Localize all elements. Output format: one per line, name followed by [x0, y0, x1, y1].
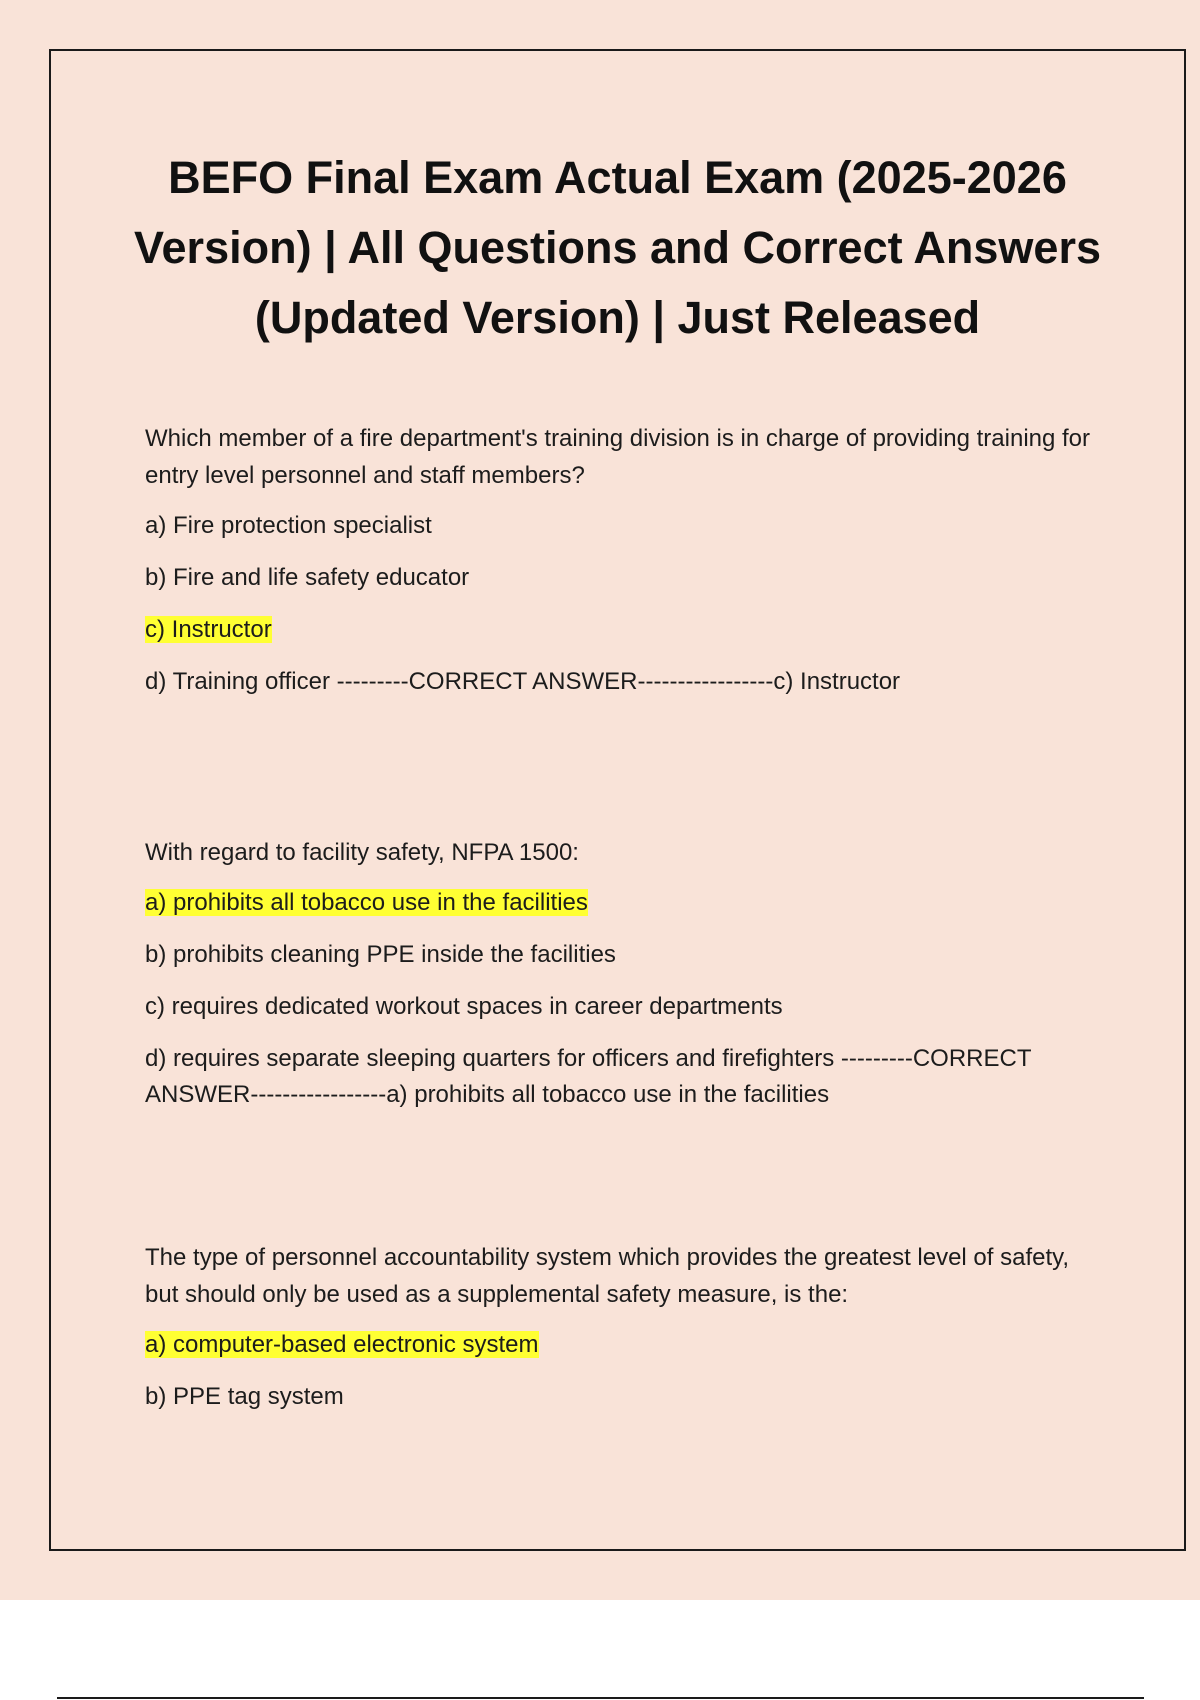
question-item — [145, 420, 1095, 700]
option-text: d) Training officer ---------CORRECT ANSWER-----------------c) Instructor — [145, 668, 901, 695]
document-title: BEFO Final Exam Actual Exam (2025-2026 Version) | All Questions and Correct Answers (Updated Version) | Just Released — [134, 152, 1101, 343]
answer-option — [145, 1379, 1095, 1415]
option-text: b) prohibits cleaning PPE inside the facilities — [145, 941, 616, 968]
option-text: b) PPE tag system — [145, 1383, 344, 1410]
footer-divider — [57, 1697, 1144, 1699]
option-text: c) Instructor — [145, 616, 272, 643]
question-item — [145, 1239, 1095, 1415]
question-text: The type of personnel accountability system which provides the greatest level of safety, but should only be used as a supplemental safety measure, is the: — [145, 1244, 1070, 1308]
spacer — [145, 1129, 1095, 1239]
answer-option — [145, 560, 1095, 596]
answer-option — [145, 937, 1095, 973]
answer-option — [145, 989, 1095, 1025]
option-text: a) computer-based electronic system — [145, 1331, 539, 1358]
spacer — [145, 716, 1095, 834]
question-list — [145, 420, 1095, 1431]
option-text: a) Fire protection specialist — [145, 512, 432, 539]
option-text: d) requires separate sleeping quarters for officers and firefighters ---------CORRECT ANSWER-----------------a) prohibits all tobacco use in the facilities — [145, 1045, 1032, 1108]
option-text: a) prohibits all tobacco use in the facilities — [145, 889, 588, 916]
option-text: c) requires dedicated workout spaces in career departments — [145, 993, 783, 1020]
answer-option-highlighted — [145, 612, 1095, 648]
answer-option-with-key — [145, 664, 1095, 700]
answer-option — [145, 508, 1095, 544]
question-item — [145, 834, 1095, 1113]
answer-option-highlighted — [145, 885, 1095, 921]
answer-option-with-key — [145, 1041, 1095, 1113]
answer-option-highlighted — [145, 1327, 1095, 1363]
option-text: b) Fire and life safety educator — [145, 564, 470, 591]
question-text: Which member of a fire department's training division is in charge of providing training for entry level personnel and staff members? — [145, 425, 1091, 489]
question-text: With regard to facility safety, NFPA 1500: — [145, 839, 579, 866]
